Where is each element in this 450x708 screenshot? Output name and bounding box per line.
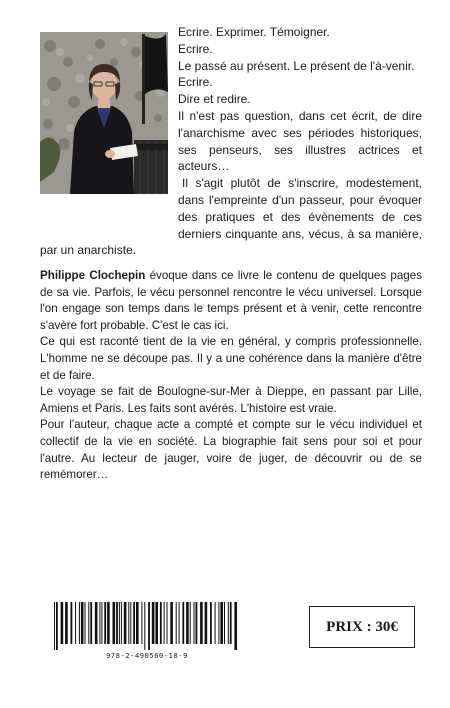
barcode-bar <box>133 602 135 644</box>
barcode-bar <box>54 602 55 650</box>
barcode-bar <box>79 602 80 644</box>
barcode-bar <box>164 602 165 644</box>
body-paragraph: Pour l'auteur, chaque acte a compté et compte sur le vécu individuel et collectif de la vie en société. La biographie fait sens pour soi et pour l'autre. Au lecteur de jauger, voire de juger, de découvrir ou de se remémorer… <box>40 418 422 482</box>
barcode-bar <box>220 602 223 644</box>
barcode-bar <box>116 602 118 644</box>
barcode-bar <box>107 602 110 644</box>
barcode-bar <box>75 602 76 644</box>
barcode-bar <box>228 602 229 644</box>
barcode-bar <box>230 602 232 644</box>
barcode-bar <box>155 602 158 644</box>
price-box: PRIX : 30€ <box>309 606 415 648</box>
barcode-bar <box>136 602 139 644</box>
barcode-bar <box>113 602 116 644</box>
barcode-bar <box>90 602 92 644</box>
barcode-bar <box>141 602 142 644</box>
barcode-bars <box>52 602 242 650</box>
barcode-bar <box>88 602 89 644</box>
body-paragraph: Ce qui est raconté tient de la vie en général, y compris professionnelle. L'homme ne se découpe pas. Il y a une cohérence dans la manière d'être et de faire. <box>40 335 422 382</box>
intro-line: Ecrire. <box>178 75 213 90</box>
barcode-bar <box>148 602 150 650</box>
barcode-bar <box>128 602 129 644</box>
barcode-bar <box>224 602 225 644</box>
barcode-bar <box>121 602 122 644</box>
barcode-bar <box>218 602 219 644</box>
barcode-bar <box>119 602 120 644</box>
intro-text <box>40 24 422 259</box>
intro-paragraph: Il s'agit plutôt de s'inscrire, modestement, dans l'empreinte d'un passeur, pour évoquer des pratiques et des évènements de ces derniers cinquante ans, vécus, à sa manière, par un anarchiste. <box>40 176 422 258</box>
barcode-bar <box>71 602 73 644</box>
barcode-bar <box>61 602 64 644</box>
barcode-bar <box>95 602 98 644</box>
barcode-bar <box>85 602 86 644</box>
barcode-bar <box>176 602 177 644</box>
barcode-bar <box>200 602 203 644</box>
isbn-number: 978-2-490560-18-9 <box>106 652 188 660</box>
barcode-bar <box>170 602 173 644</box>
intro-line: Dire et redire. <box>178 92 251 107</box>
barcode-bar <box>99 602 100 644</box>
barcode-bar <box>130 602 131 644</box>
barcode-bar <box>104 602 106 644</box>
body-paragraph-rest: évoque dans ce livre le contenu de quelques pages de sa vie. Parfois, le vécu personnel rencontre le vécu universel. Lorsque l'on engage son temps dans le temps présent et à venir, cette rencontre s'avère fort probable. C'est le cas ici. <box>40 269 422 332</box>
barcode-bar <box>144 602 145 650</box>
author-name: Philippe Clochepin <box>40 269 146 282</box>
barcode-bar <box>152 602 155 644</box>
barcode-bar <box>186 602 189 644</box>
intro-line: Le passé au présent. Le présent de l'à-venir. <box>178 58 415 73</box>
intro-line: Ecrire. <box>178 41 213 56</box>
barcode-bar <box>65 602 68 644</box>
body-paragraph <box>40 268 422 334</box>
barcode-bar <box>196 602 198 644</box>
barcode-bar <box>167 602 168 644</box>
barcode-bar <box>205 602 208 644</box>
barcode-bar <box>56 602 58 650</box>
barcode-bar <box>81 602 84 644</box>
barcode-bar <box>210 602 212 644</box>
intro-line: Ecrire. Exprimer. Témoigner. <box>178 25 330 39</box>
body-paragraph: Le voyage se fait de Boulogne-sur-Mer à Dieppe, en passant par Lille, Amiens et Paris. Les faits sont avérés. L'histoire est vraie. <box>40 385 422 415</box>
barcode-bar <box>182 602 184 644</box>
barcode-bar <box>190 602 191 644</box>
photo-spacer <box>40 24 178 234</box>
barcode-bar <box>194 602 195 644</box>
barcode-bar <box>124 602 127 644</box>
barcode-bar <box>160 602 162 644</box>
barcode-bar <box>215 602 216 644</box>
intro-paragraph: Il n'est pas question, dans cet écrit, de dire l'anarchisme avec ses périodes historiques, ses penseurs, ses illustres actrices et acteurs… <box>178 108 422 174</box>
barcode-bar <box>179 602 180 644</box>
body-text <box>40 268 422 484</box>
barcode-bar <box>234 602 237 650</box>
barcode-bar <box>101 602 102 644</box>
